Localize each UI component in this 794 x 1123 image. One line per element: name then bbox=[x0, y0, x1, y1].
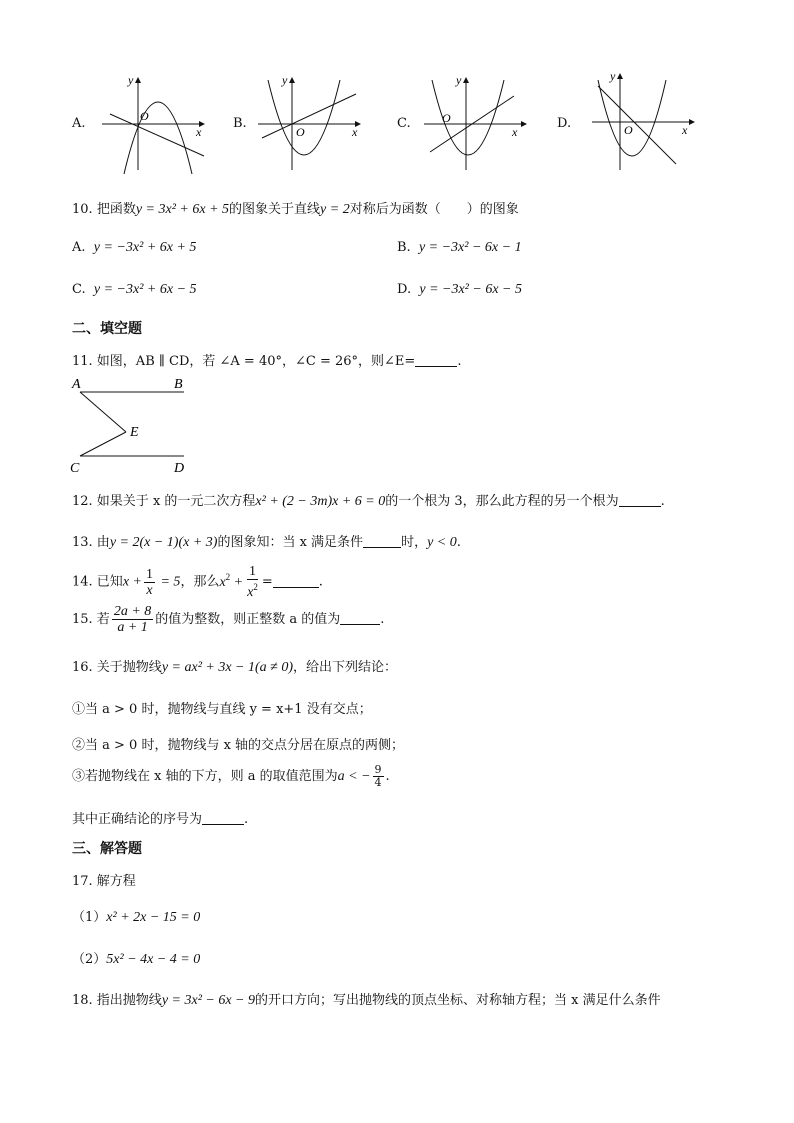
section-fill-in: 二、填空题 bbox=[72, 321, 142, 337]
y-label: y bbox=[456, 73, 462, 87]
question-17: 17. 解方程 bbox=[72, 874, 136, 889]
q10-option-c: C. y = −3x² + 6x − 5 bbox=[72, 282, 197, 297]
y-label: y bbox=[610, 69, 616, 83]
point-e: E bbox=[130, 425, 139, 440]
y-label: y bbox=[128, 73, 134, 87]
equation: y = 2(x − 1)(x + 3) bbox=[109, 535, 218, 550]
segment-ae bbox=[80, 392, 126, 432]
point-b: B bbox=[174, 377, 183, 392]
line bbox=[598, 86, 676, 164]
answer-blank bbox=[619, 494, 661, 507]
x-label: x bbox=[512, 125, 518, 139]
line-expr: y = 2 bbox=[320, 202, 350, 217]
equation: y = 3x² − 6x − 9 bbox=[161, 993, 255, 1008]
parabola bbox=[268, 80, 340, 155]
origin-label: O bbox=[140, 109, 149, 123]
x-label: x bbox=[682, 123, 688, 137]
point-d: D bbox=[174, 461, 185, 476]
function-expr: y = 3x² + 6x + 5 bbox=[135, 202, 230, 217]
q10-option-d: D. y = −3x² − 6x − 5 bbox=[397, 282, 522, 297]
answer-blank bbox=[340, 612, 380, 625]
line bbox=[110, 114, 204, 156]
graph-d bbox=[590, 66, 700, 180]
q16-conclusion-1: ①当 a > 0 时，抛物线与直线 y = x+1 没有交点； bbox=[72, 702, 372, 717]
parabola bbox=[598, 80, 666, 156]
q10-option-a: A. y = −3x² + 6x + 5 bbox=[72, 240, 197, 255]
answer-blank bbox=[202, 812, 244, 825]
q11-figure bbox=[68, 372, 198, 478]
answer-blank bbox=[363, 535, 401, 548]
origin-label: O bbox=[296, 125, 305, 139]
option-a-label: A. bbox=[72, 116, 86, 131]
equation: x² + (2 − 3m)x + 6 = 0 bbox=[255, 494, 386, 509]
q17-part-2: （2）5x² − 4x − 4 = 0 bbox=[72, 952, 201, 967]
equation: y = ax² + 3x − 1(a ≠ 0) bbox=[161, 660, 294, 675]
x-label: x bbox=[352, 125, 358, 139]
answer-blank bbox=[415, 354, 457, 367]
question-16: 16. 关于抛物线y = ax² + 3x − 1(a ≠ 0)，给出下列结论： bbox=[72, 660, 398, 675]
question-14: 14. 已知x + $\frac{1}{x}$ = 5，那么$x^2$ + $\frac{1}{x^2}$ = . bbox=[72, 564, 323, 600]
section-answer: 三、解答题 bbox=[72, 841, 142, 857]
graph-c bbox=[422, 70, 532, 180]
option-c-label: C. bbox=[397, 116, 411, 131]
q10-option-b: B. y = −3x² − 6x − 1 bbox=[397, 240, 522, 255]
point-a: A bbox=[72, 377, 81, 392]
question-11: 11. 如图，AB ∥ CD，若 ∠A = 40°，∠C = 26°，则∠E= . bbox=[72, 354, 462, 369]
q16-tail: 其中正确结论的序号为 . bbox=[72, 812, 249, 827]
graph-a bbox=[100, 70, 210, 180]
origin-label: O bbox=[442, 111, 451, 125]
point-c: C bbox=[70, 461, 80, 476]
question-13: 13. 由y = 2(x − 1)(x + 3)的图象知：当 x 满足条件 时，y < 0. bbox=[72, 535, 461, 550]
answer-blank bbox=[273, 575, 319, 588]
question-15: 15. 若 $\frac{2a + 8}{a + 1}$ 的值为整数，则正整数 a 的值为 . bbox=[72, 604, 385, 635]
segment-ec bbox=[80, 432, 126, 456]
line bbox=[262, 94, 356, 138]
question-10: 10. 把函数y = 3x² + 6x + 5的图象关于直线y = 2对称后为函数（ ）的图象 bbox=[72, 202, 519, 217]
q16-conclusion-2: ②当 a > 0 时，抛物线与 x 轴的交点分居在原点的两侧； bbox=[72, 738, 405, 753]
q16-conclusion-3: ③若抛物线在 x 轴的下方，则 a 的取值范围为a < − $\frac{9}{4}$ . bbox=[72, 763, 390, 789]
y-label: y bbox=[282, 73, 288, 87]
question-18: 18. 指出抛物线y = 3x² − 6x − 9的开口方向；写出抛物线的顶点坐标、对称轴方程；当 x 满足什么条件 bbox=[72, 993, 661, 1008]
option-d-label: D. bbox=[557, 116, 572, 131]
parabola bbox=[124, 102, 192, 174]
option-b-label: B. bbox=[233, 116, 247, 131]
origin-label: O bbox=[624, 123, 633, 137]
graph-b bbox=[256, 70, 366, 180]
x-label: x bbox=[196, 125, 202, 139]
q17-part-1: （1）x² + 2x − 15 = 0 bbox=[72, 910, 201, 925]
question-12: 12. 如果关于 x 的一元二次方程x² + (2 − 3m)x + 6 = 0的一个根为 3，那么此方程的另一个根为 . bbox=[72, 494, 665, 509]
